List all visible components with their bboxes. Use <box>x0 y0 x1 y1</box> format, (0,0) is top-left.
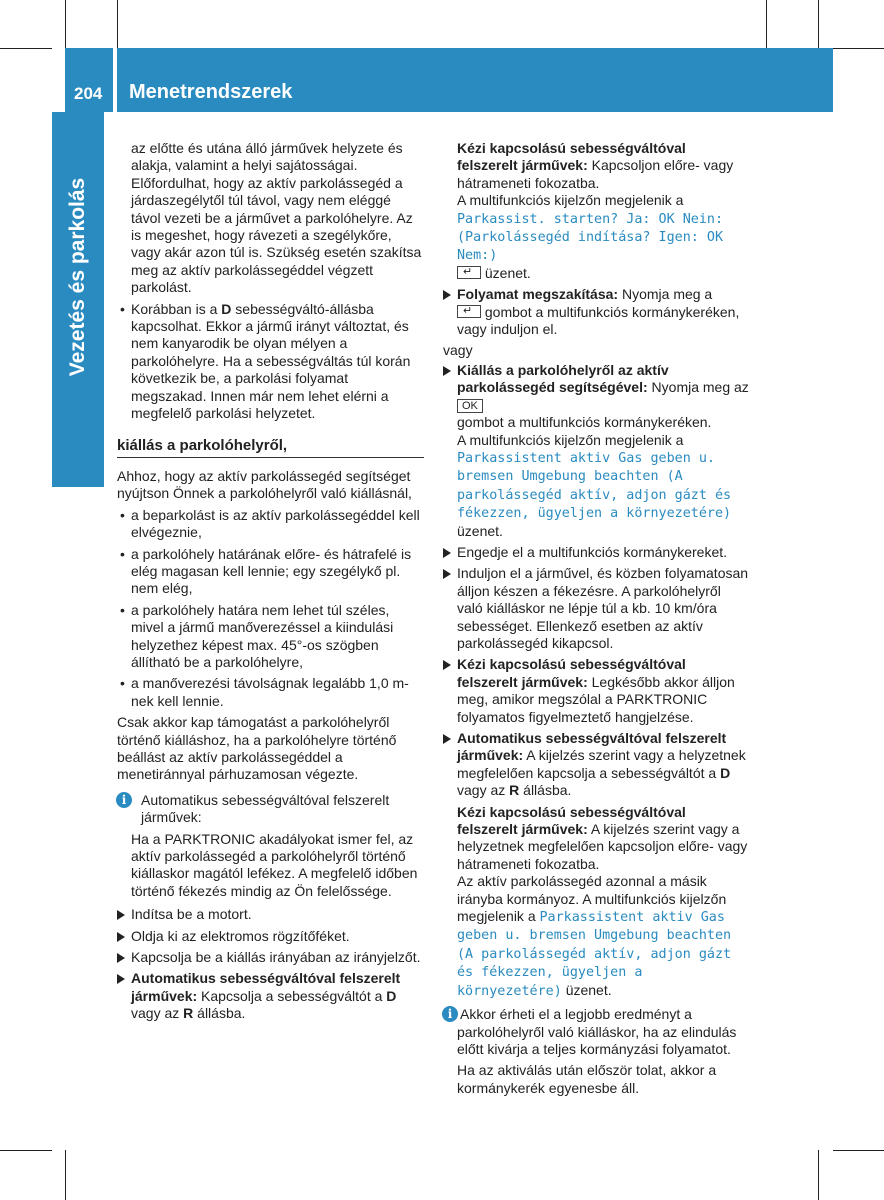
step-start-engine <box>117 906 424 923</box>
display-pre: A multifunkciós kijelzőn megjelenik a <box>457 192 684 209</box>
step-text: Kapcsolja be a kiállás irányában az irányjelzőt. <box>131 949 421 966</box>
abort-text: Nyomja meg a <box>618 286 713 303</box>
info-title: Automatikus sebességváltóval felszerelt járművek: <box>141 791 390 826</box>
manual2-text: Legkésőbb akkor álljon meg, amikor megszólal a PARKTRONIC folyamatos figyelmeztető hangjelzése. <box>457 673 735 725</box>
arrow-bullet-icon <box>443 569 451 579</box>
arrow-bullet-icon <box>443 660 451 670</box>
arrow-bullet-icon <box>443 366 451 376</box>
steer-para <box>443 873 750 1000</box>
gear-r: R <box>509 782 520 799</box>
arrow-bullet-icon <box>117 953 125 963</box>
display-post: üzenet. <box>481 264 531 281</box>
step-text: állásba. <box>193 1005 246 1022</box>
arrow-bullet-icon <box>443 548 451 558</box>
steer-pre: Az aktív parkolássegéd azonnal a másik irányba kormányoz. A multifunkciós kijelzőn megjelenik a <box>457 873 727 925</box>
step-text: Engedje el a multifunkciós kormánykereket. <box>457 543 728 560</box>
crop-mark <box>65 1150 66 1200</box>
ok-key-icon: OK <box>457 399 483 413</box>
crop-mark <box>0 1150 52 1151</box>
manual-text: Kapcsoljon előre- vagy hátrameneti fokozatba. <box>457 157 734 191</box>
crop-mark <box>818 0 819 48</box>
side-tab-label-wrap <box>52 112 104 442</box>
page-number: 204 <box>74 84 103 103</box>
crop-mark <box>766 0 767 48</box>
auto-or: vagy az <box>457 782 510 799</box>
step-release-wheel <box>443 544 750 561</box>
info-icon: i <box>116 792 132 808</box>
step-text: Indítsa be a motort. <box>131 906 252 923</box>
step-indicator <box>117 949 424 966</box>
step-auto-gear <box>117 970 424 1022</box>
step-release-brake <box>117 928 424 945</box>
step-text: Induljon el a járművel, és közben folyamatosan álljon készen a fékezésre. A parkolóhelyről való kiálláskor ne lépje túl a kb. 10 km/óra sebességet. Ellenkező esetben az aktív parkolássegéd kikapcsol. <box>457 565 749 651</box>
step-drive-off <box>443 565 750 652</box>
info2-text <box>457 1006 750 1058</box>
manual3-text: A kijelzés szerint vagy a helyzetnek megfelelően kapcsoljon előre- vagy hátrameneti fokozatba. <box>457 821 748 872</box>
step-text: vagy az <box>131 1005 184 1022</box>
condition-item: • a manőverezési távolságnak legalább 1,0 m-nek kell lennie. <box>117 675 424 710</box>
section-intro: Ahhoz, hogy az aktív parkolássegéd segítséget nyújtson Önnek a parkolóhelyről való kiállásnál, <box>117 467 412 502</box>
steer-post: üzenet. <box>561 981 612 998</box>
gear-d: D <box>720 764 731 781</box>
crop-mark <box>833 48 884 49</box>
back-key-icon <box>457 266 481 279</box>
auto-end: állásba. <box>519 782 572 799</box>
manual-bold: Kézi kapcsolású sebességváltóval felszerelt járművek: <box>457 140 686 174</box>
crop-mark <box>0 48 52 49</box>
step-manual-stop <box>443 656 750 726</box>
bullet-d-pre: Korábban is a <box>131 300 222 317</box>
info-icon: i <box>442 1006 458 1022</box>
crop-mark <box>117 0 118 48</box>
arrow-bullet-icon <box>117 974 125 984</box>
arrow-bullet-icon <box>443 290 451 300</box>
display-mono: Parkassist. starten? Ja: OK Nein: (Parkolássegéd indítása? Igen: OK Nem:) <box>457 211 724 264</box>
step-abort <box>443 286 750 338</box>
display-post: üzenet. <box>457 522 503 539</box>
manual2-bold: Kézi kapcsolású sebességváltóval felszerelt járművek: <box>457 656 686 690</box>
step-text: Oldja ki az elektromos rögzítőféket. <box>131 927 350 944</box>
manual-gear-para <box>443 140 750 192</box>
info2-body: Akkor érheti el a legjobb eredményt a parkolóhelyről való kiálláskor, ha az elindulás előtt kivárja a teljes kormányzási folyamatot. <box>457 1006 737 1057</box>
step-auto-shift <box>443 730 750 800</box>
info2b-text: Ha az aktiválás után először tolat, akkor a kormánykerék egyenesbe áll. <box>457 1062 717 1096</box>
display-pre: A multifunkciós kijelzőn megjelenik a <box>457 431 684 448</box>
condition-item: • a parkolóhely határának előre- és hátrafelé is elég magasan kell lennie; egy szegélykő pl. nem elég, <box>117 546 424 598</box>
auto-text: A kijelzés szerint vagy a helyzetnek megfelelően kapcsolja a sebességváltót a <box>457 747 746 781</box>
display-mono: Parkassistent aktiv Gas geben u. bremsen Umgebung beachten (A parkolássegéd aktív, adjon gázt és fékezzen, ügyeljen a környezetére) <box>457 910 732 999</box>
display-message-2 <box>443 432 750 540</box>
arrow-bullet-icon <box>117 932 125 942</box>
info-note <box>117 792 424 900</box>
step-text: Kapcsolja a sebességváltót a <box>197 987 387 1004</box>
step-bold: Automatikus sebességváltóval felszerelt járművek: <box>131 970 401 1004</box>
or-text: vagy <box>443 342 473 359</box>
support-note: Csak akkor kap támogatást a parkolóhelyről történő kiálláshoz, ha a parkolóhelyre történő beállást az aktív parkolássegéddel a menetiránnyal párhuzamosan végezte. <box>117 714 397 783</box>
intro-paragraph: az előtte és utána álló járművek helyzete és alakja, valamint a helyi sajátosságai. Előfordulhat, hogy az aktív parkolássegéd a járdaszegélytől túl távol, vagy nem eléggé távol vezeti be a járművet a parkolóhelyre. Az is megeshet, hogy rávezeti a szegélykőre, vagy akár azon túl is. Szükség esetén szakítsa meg az aktív parkolássegéddel végzett parkolást. <box>131 140 422 296</box>
assist-text: Nyomja meg az <box>647 379 749 396</box>
auto-bold: Automatikus sebességváltóval felszerelt járművek: <box>457 730 727 764</box>
manual3-para <box>443 804 750 874</box>
arrow-bullet-icon <box>117 910 125 920</box>
condition-item: • a beparkolást is az aktív parkolássegéddel kell elvégeznie, <box>117 507 424 542</box>
info-body: Ha a PARKTRONIC akadályokat ismer fel, az aktív parkolássegéd a parkolóhelyről történő kiállaskor magától lefékez. A megfelelő időben történő fékezés mindig az Ön felelőssége. <box>131 830 418 899</box>
step-assist <box>443 362 750 432</box>
assist-text2: gombot a multifunkciós kormánykeréken. <box>457 414 712 431</box>
display-mono: Parkassistent aktiv Gas geben u. bremsen Umgebung beachten (A parkolássegéd aktív, adjon gázt és fékezzen, ügyeljen a környezetére) <box>457 450 732 522</box>
abort-bold: Folyamat megszakítása: <box>457 286 619 303</box>
assist-bold: Kiállás a parkolóhelyről az aktív parkolássegéd segítségével: <box>457 361 669 396</box>
section-title: kiállás a parkolóhelyről, <box>117 437 424 458</box>
manual3-bold: Kézi kapcsolású sebességváltóval felszerelt járművek: <box>457 803 686 838</box>
crop-mark <box>818 1150 819 1200</box>
abort-text2: gombot a multifunkciós kormánykeréken, vagy induljon el. <box>457 303 740 338</box>
bullet-d-bold: D <box>221 300 232 317</box>
chapter-title: Menetrendszerek <box>129 81 293 103</box>
back-key-icon <box>457 305 481 318</box>
info-note-2 <box>443 1006 750 1097</box>
bullet-d-gear <box>117 301 424 423</box>
condition-item: • a parkolóhely határa nem lehet túl széles, mivel a jármű manőverezéssel a kiindulási helyzethez képest max. 45°-os szögben állítható be a parkolóhelyre, <box>117 602 424 672</box>
display-message-1 <box>443 192 750 282</box>
gear-d: D <box>386 987 397 1004</box>
crop-mark <box>833 1150 884 1151</box>
bullet-d-post: sebességváltó-állásba kapcsolhat. Ekkor a jármű irányt változtat, és nem kanyarodik be olyan mélyen a parkolóhelyre. Ha a sebességváltás túl korán következik be, a parkolási folyamat megszakad. Innen már nem lehet elérni a megfelelő parkolási helyzetet. <box>131 300 411 422</box>
right-column <box>443 140 750 1097</box>
crop-mark <box>65 0 66 48</box>
left-column <box>117 140 424 1023</box>
gear-r: R <box>183 1005 194 1022</box>
side-tab-label: Vezetés és parkolás <box>66 177 89 377</box>
arrow-bullet-icon <box>443 734 451 744</box>
